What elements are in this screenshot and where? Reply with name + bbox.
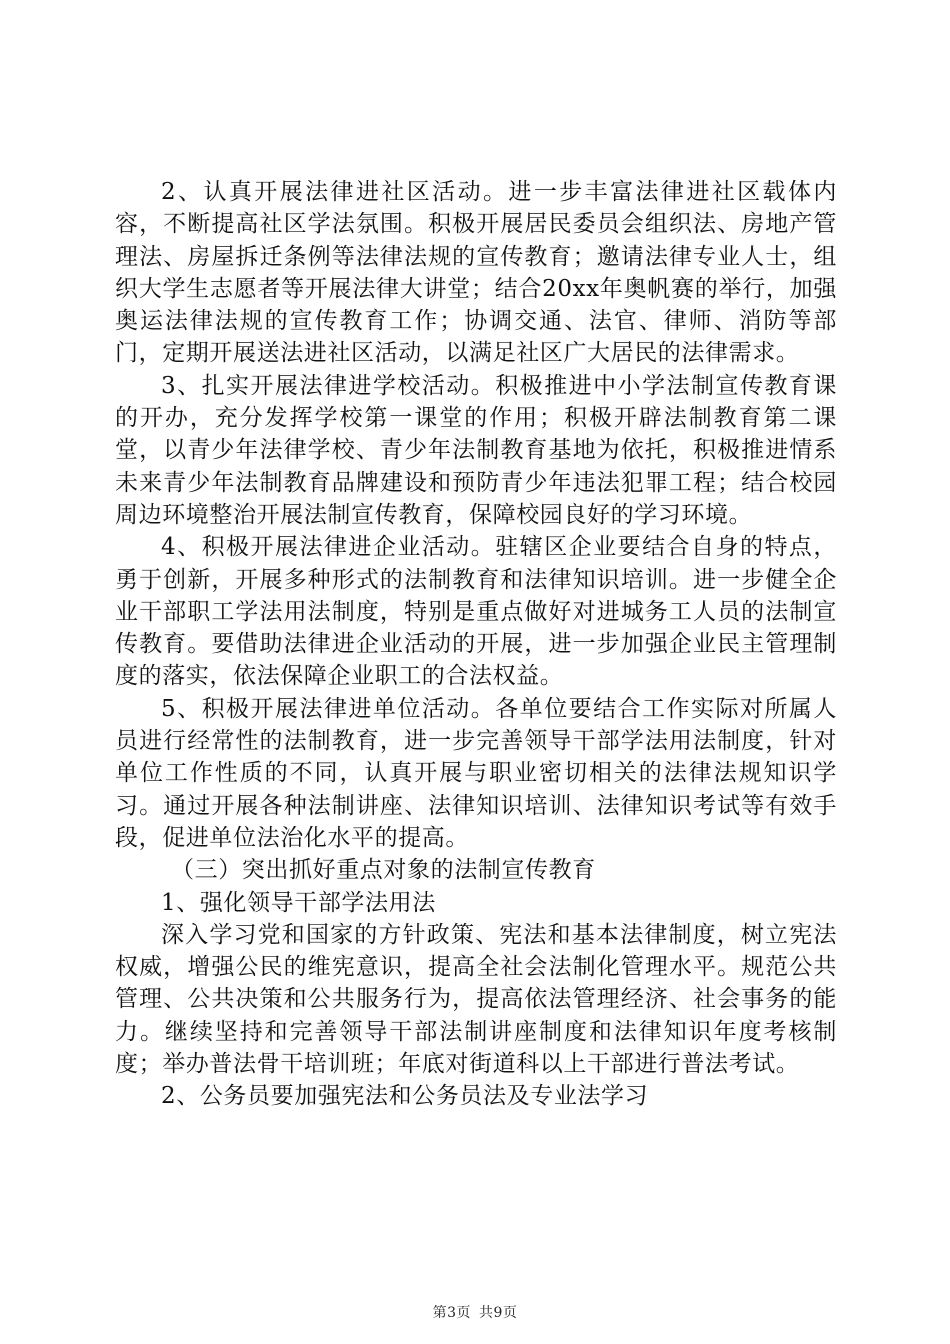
subheading-leaders: 1、强化领导干部学法用法 [161, 889, 436, 916]
paragraph-unit: 5、积极开展法律进单位活动。各单位要结合工作实际对所属人员进行经常性的法制教育，进一步完善领导干部学法用法制度，针对单位工作性质的不同，认真开展与职业密切相关的法律法规知识学习。通过开展各种法制讲座、法律知识培训、法律知识考试等有效手段，促进单位法治化水平的提高。 [115, 695, 837, 851]
subheading-civil-servants: 2、公务员要加强宪法和公务员法及专业法学习 [161, 1083, 649, 1110]
paragraph-enterprise: 4、积极开展法律进企业活动。驻辖区企业要结合自身的特点，勇于创新，开展多种形式的法制教育和法律知识培训。进一步健全企业干部职工学法用法制度，特别是重点做好对进城务工人员的法制宣传教育。要借助法律进企业活动的开展，进一步加强企业民主管理制度的落实，依法保障企业职工的合法权益。 [115, 534, 837, 690]
page-footer [0, 1302, 950, 1322]
page-total: 共9页 [479, 1305, 518, 1321]
paragraph-community: 2、认真开展法律进社区活动。进一步丰富法律进社区载体内容，不断提高社区学法氛围。积极开展居民委员会组织法、房地产管理法、房屋拆迁条例等法律法规的宣传教育；邀请法律专业人士，组织大学生志愿者等开展法律大讲堂；结合20xx年奥帆赛的举行，加强奥运法律法规的宣传教育工作；协调交通、法官、律师、消防等部门，定期开展送法进社区活动，以满足社区广大居民的法律需求。 [115, 179, 837, 367]
paragraph-school: 3、扎实开展法律进学校活动。积极推进中小学法制宣传教育课的开办，充分发挥学校第一课堂的作用；积极开辟法制教育第二课堂，以青少年法律学校、青少年法制教育基地为依托，积极推进情系未来青少年法制教育品牌建设和预防青少年违法犯罪工程；结合校园周边环境整治开展法制宣传教育，保障校园良好的学习环境。 [115, 372, 837, 528]
section-heading: （三）突出抓好重点对象的法制宣传教育 [171, 857, 596, 884]
page-number: 第3页 [432, 1305, 471, 1321]
document-body [115, 176, 837, 1113]
paragraph-leaders: 深入学习党和国家的方针政策、宪法和基本法律制度，树立宪法权威，增强公民的维宪意识，提高全社会法制化管理水平。规范公共管理、公共决策和公共服务行为，提高依法管理经济、社会事务的能力。继续坚持和完善领导干部法制讲座制度和法律知识年度考核制度；举办普法骨干培训班；年底对街道科以上干部进行普法考试。 [115, 921, 837, 1078]
